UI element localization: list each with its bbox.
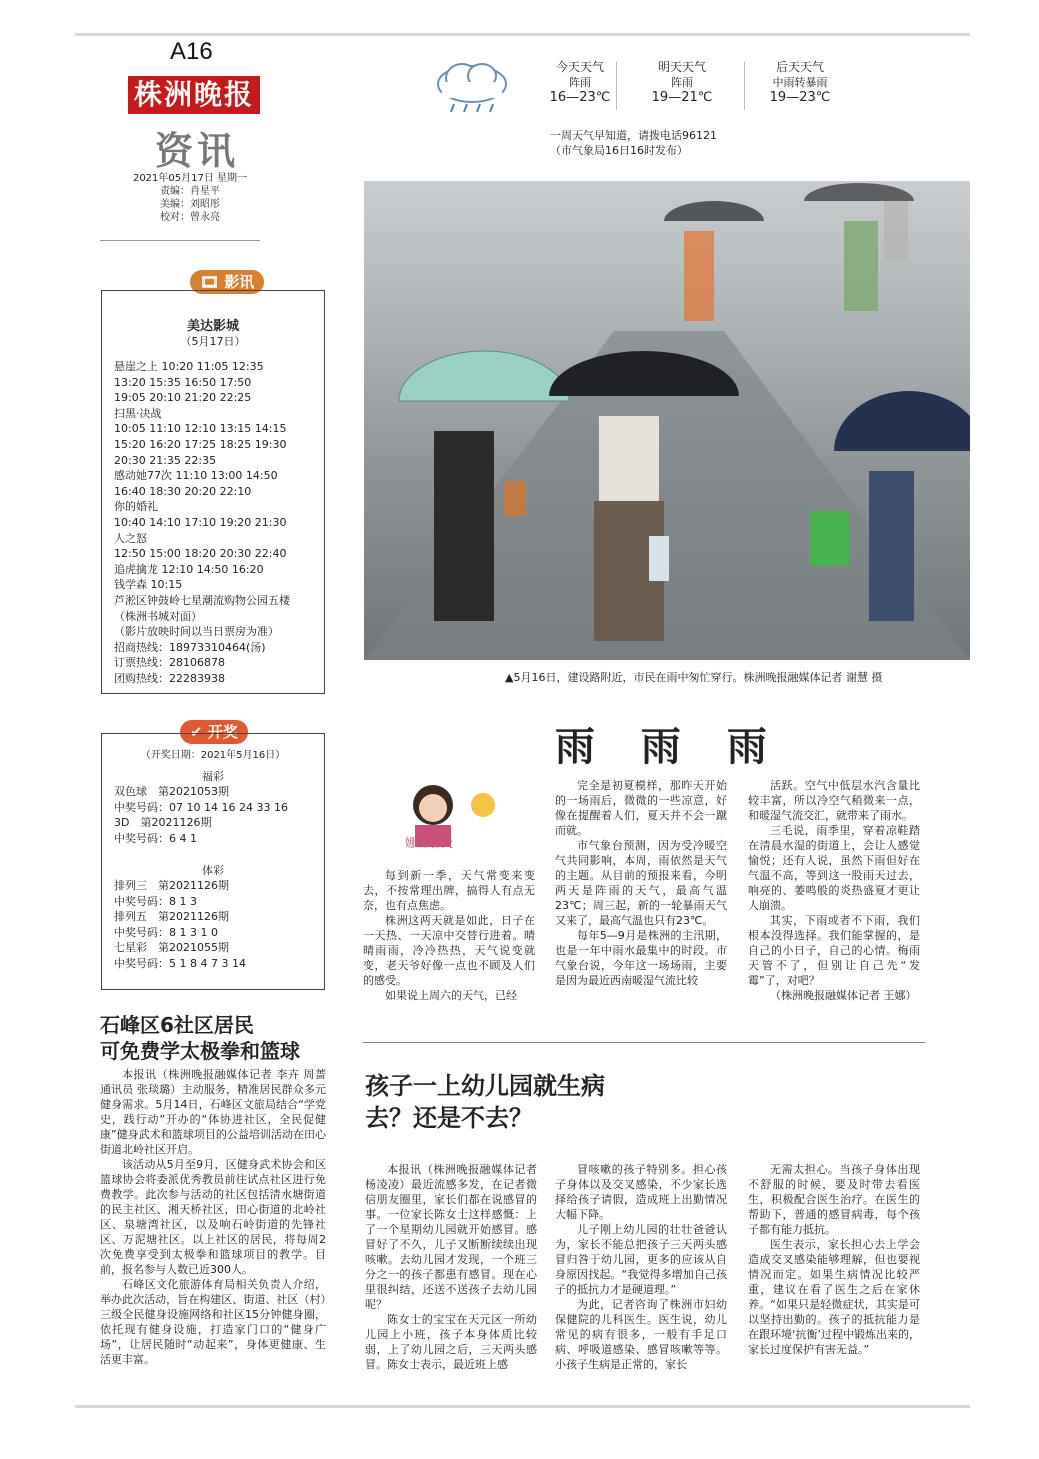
paragraph: 儿子刚上幼儿园的壮壮爸爸认为，家长不能总把孩子三天两头感冒归咎于幼儿园，更多的应该从自身原因找起。“我觉得多增加自己孩子的抵抗力才是硬道理。” xyxy=(555,1223,727,1296)
page-meta xyxy=(125,172,255,224)
weather-today-label: 今天天气 xyxy=(555,60,604,74)
movie-date: （5月17日） xyxy=(180,335,246,348)
paragraph: （株洲晚报融媒体记者 王娜） xyxy=(770,989,917,1002)
page-number: A16 xyxy=(170,38,213,65)
kids-headline-line1: 孩子一上幼儿园就生病 xyxy=(365,1072,605,1100)
movie-line: 19:05 20:10 21:20 22:25 xyxy=(114,391,252,405)
photo-caption: ▲5月16日，建设路附近，市民在雨中匆忙穿行。株洲晚报融媒体记者 谢慧 摄 xyxy=(505,671,883,684)
ticai-results xyxy=(114,878,246,972)
editor: 责编：肖星平 xyxy=(160,186,220,197)
paragraph: 本报讯（株洲晚报融媒体记者 杨凌凌）最近流感多发，在记者微信朋友圈里，家长们都在说感冒的事。一位家长陈女士这样感慨：上了一个星期幼儿园就开始感冒。感冒好了不久，儿子又断断续续出现咳嗽。去幼儿园才发现，一个班三分之一的孩子都患有感冒。现在心里很纠结，还送不送孩子去幼儿园呢？ xyxy=(365,1163,537,1311)
weather-dayafter-cond: 中雨转暴雨 xyxy=(772,76,828,89)
paragraph: 无需太担心。当孩子身体出现不舒服的时候，要及时带去看医生，积极配合医生治疗。在医生的帮助下，普通的感冒病毒，每个孩子都有能力抵抗。 xyxy=(748,1163,920,1236)
article-divider xyxy=(363,1042,925,1043)
column-avatar xyxy=(395,775,500,855)
movie-line: 你的婚礼 xyxy=(114,500,158,514)
lottery-box xyxy=(101,733,325,990)
lottery-date: （开奖日期：2021年5月16日） xyxy=(140,750,286,761)
ticai-line: 七星彩 第2021055期 xyxy=(114,941,229,955)
weather-hotline: 一周天气早知道，请拨电话96121 xyxy=(550,129,717,142)
ticai-line: 中奖号码：8 1 3 1 0 xyxy=(114,925,218,939)
movie-line: 人之怒 xyxy=(114,531,147,545)
kids-column-2 xyxy=(555,1162,727,1372)
movie-line: 13:20 15:35 16:50 17:50 xyxy=(114,375,252,389)
ticai-line: 排列三 第2021126期 xyxy=(114,879,229,892)
weather-tomorrow xyxy=(632,60,732,105)
sports-headline xyxy=(100,1012,300,1064)
movie-line: （株洲书城对面） xyxy=(114,609,202,623)
cinema-name: 美达影城 xyxy=(186,319,239,334)
weather-tomorrow-label: 明天天气 xyxy=(657,60,706,74)
movie-line: 12:50 15:00 18:20 20:30 22:40 xyxy=(114,547,287,561)
paragraph: 市气象台预测，因为受冷暖空气共同影响，本周，雨依然是天气的主题。从目前的预报来看，今明两天是阵雨的天气，最高气温23℃；周三起，新的一轮暴雨天气又来了，最高气温也只有23℃。 xyxy=(555,839,727,927)
paragraph: 石峰区文化旅游体育局相关负责人介绍，举办此次活动，旨在构建区、街道、社区（村）三级全民健身设施网络和社区15分钟健身圈，依托现有健身设施，打造家门口的“健身广场”，让居民随时“动起来”，身体更健康、生活更丰富。 xyxy=(100,1278,326,1366)
fucai-line: 双色球 第2021053期 xyxy=(114,785,229,798)
meta-rule xyxy=(100,240,260,241)
paragraph: 医生表示，家长担心去上学会造成交叉感染能够理解，但也要视情况而定。如果生病情况比较严重，建议在看了医生之后在家休养。“如果只是轻微症状，其实是可以坚持出勤的。孩子的抵抗能力是在跟环境‘抗衡’过程中锻炼出来的，家长过度保护有害无益。” xyxy=(748,1238,920,1356)
rain-column-1 xyxy=(363,868,535,1003)
weather-dayafter-label: 后天天气 xyxy=(775,60,824,74)
designer: 美编：刘昭彤 xyxy=(160,199,220,210)
proofreader: 校对：曾永亮 xyxy=(160,212,220,223)
fucai-results xyxy=(114,784,288,846)
paragraph: 本报讯（株洲晚报融媒体记者 李卉 周蔷 通讯员 张琰璐）主动服务，精准居民群众多元健身需求。5月14日，石峰区文旅局结合“学党史，践行动”开办的“体协进社区，全民促健康”健身武术和篮球项目的公益培训活动在田心街道北岭社区开启。 xyxy=(100,1068,326,1156)
movie-line: 追虎擒龙 12:10 14:50 16:20 xyxy=(114,562,264,576)
sports-body xyxy=(100,1067,326,1367)
movie-line: 10:05 11:10 12:10 13:15 14:15 xyxy=(114,422,287,436)
weather-dayafter-temp: 19—23℃ xyxy=(769,90,831,105)
movie-line: （影片放映时间以当日票房为准） xyxy=(114,625,279,639)
column-logo: 娜妹聊天 xyxy=(405,836,454,850)
movie-box xyxy=(101,290,325,694)
movie-line: 悬崖之上 10:20 11:05 12:35 xyxy=(114,360,264,373)
movie-line: 团购热线：22283938 xyxy=(114,671,225,685)
kids-headline-line2: 去？还是不去？ xyxy=(365,1104,533,1132)
movie-line: 感动她77次 11:10 13:00 14:50 xyxy=(114,469,278,483)
paragraph: 陈女士的宝宝在天元区一所幼儿园上小班，孩子本身体质比较弱，上了幼儿园之后，三天两头感冒。陈女士表示，最近班上感 xyxy=(365,1313,537,1371)
lottery-badge-label: 开奖 xyxy=(207,723,238,741)
weather-separator xyxy=(744,62,745,110)
weather-separator xyxy=(616,62,617,110)
paragraph: 如果说上周六的天气，已经 xyxy=(385,989,517,1002)
movie-line: 20:30 21:35 22:35 xyxy=(114,453,217,467)
paragraph: 为此，记者咨询了株洲市妇幼保健院的儿科医生。医生说，幼儿常见的病有很多，一般有手足口病、呼吸道感染、感冒咳嗽等等。小孩子生病是正常的，家长 xyxy=(555,1298,727,1371)
ticai-line: 中奖号码：8 1 3 xyxy=(114,894,197,908)
kids-column-3 xyxy=(748,1162,920,1357)
movie-schedule xyxy=(114,359,290,686)
fucai-title: 福彩 xyxy=(202,770,224,783)
rain-column-2 xyxy=(555,778,727,988)
ticai-line: 中奖号码：5 1 8 4 7 3 14 xyxy=(114,956,246,970)
photo-rain-street xyxy=(364,181,970,660)
weather-today-temp: 16—23℃ xyxy=(549,90,611,105)
check-icon: ✔ xyxy=(190,723,208,741)
movie-line: 招商热线：18973310464(汤) xyxy=(114,640,266,654)
paragraph: 株洲这两天就是如此，日子在一天热、一天凉中交替行进着。晴晴雨雨，冷冷热热，天气说变就变，老天爷好像一点也不顾及人们的感受。 xyxy=(363,914,535,987)
film-reel-icon: 🎞 xyxy=(200,273,225,291)
movie-line: 扫黑·决战 xyxy=(114,406,162,420)
rain-column-3 xyxy=(748,778,920,1003)
fucai-line: 中奖号码：6 4 1 xyxy=(114,831,197,845)
paragraph: 该活动从5月至9月，区健身武术协会和区篮球协会将委派优秀教员前往试点社区进行免费教学。此次参与活动的社区包括清水塘街道的民主社区、湘天桥社区，田心街道的北岭社区、泉塘湾社区，以及响石岭街道的先锋社区、万泥塘社区。以上社区的居民，将每周2次免费享受到太极拳和篮球项目的教学。目前，报名参与人数已近300人。 xyxy=(100,1158,326,1276)
paragraph: 其实，下雨或者不下雨，我们根本没得选择。我们能掌握的，是自己的小日子，自己的心情。梅雨天管不了，但别让自己先“发霉”了，对吧？ xyxy=(748,914,920,987)
weather-source: （市气象局16日16时发布） xyxy=(550,144,688,157)
fucai-line: 3D 第2021126期 xyxy=(114,816,212,830)
newspaper-logo: 株洲晚报 xyxy=(128,76,260,114)
paragraph: 每到新一季，天气常变来变去，不按常理出牌，搞得人有点无奈，也有点焦虑。 xyxy=(363,869,535,912)
paragraph: 每年5—9月是株洲的主汛期，也是一年中雨水最集中的时段。市气象台说，今年这一场场雨，主要是因为最近西南暖湿气流比较 xyxy=(555,929,727,987)
ticai-title: 体彩 xyxy=(202,864,224,877)
movie-line: 钱学森 10:15 xyxy=(114,578,183,592)
paragraph: 完全是初夏模样，那昨天开始的一场雨后，微微的一些凉意，好像在提醒着人们，夏天并不会一蹴而就。 xyxy=(555,779,727,837)
rain-cloud-icon xyxy=(432,56,510,116)
sports-headline-line2: 可免费学太极拳和篮球 xyxy=(100,1039,300,1063)
rain-headline: 雨 雨 雨 xyxy=(555,723,783,770)
paragraph: 三毛说，雨季里，穿着凉鞋踏在清晨水湿的街道上，会让人感觉愉悦；还有人说，虽然下雨但好在气温不高，等到这一股雨天过去，响亮的、萎鸣般的炎热盛夏才更让人崩溃。 xyxy=(748,824,920,912)
ticai-line: 排列五 第2021126期 xyxy=(114,910,229,924)
movie-line: 订票热线：28106878 xyxy=(114,656,225,670)
issue-date: 2021年05月17日 星期一 xyxy=(132,173,248,184)
movie-badge-label: 影讯 xyxy=(224,273,255,291)
weather-note xyxy=(550,128,717,158)
weather-today-cond: 阵雨 xyxy=(569,76,591,89)
weather-tomorrow-temp: 19—21℃ xyxy=(651,90,713,105)
movie-line: 芦淞区钟鼓岭七星潮流购物公园五楼 xyxy=(114,593,290,607)
bottom-rule xyxy=(75,1405,970,1408)
section-title: 资讯 xyxy=(155,128,240,173)
weather-dayafter xyxy=(750,60,850,105)
kids-column-1 xyxy=(365,1162,537,1372)
paragraph: 冒咳嗽的孩子特别多。担心孩子身体以及交叉感染，不少家长选择给孩子请假，造成班上出勤情况大幅下降。 xyxy=(555,1163,727,1221)
news-photo xyxy=(364,181,970,660)
kids-headline xyxy=(365,1070,605,1134)
weather-today xyxy=(530,60,630,105)
sports-headline-line1: 石峰区6社区居民 xyxy=(100,1013,254,1037)
weather-tomorrow-cond: 阵雨 xyxy=(671,76,693,89)
movie-line: 16:40 18:30 20:20 22:10 xyxy=(114,484,252,498)
top-rule xyxy=(75,33,970,36)
paragraph: 活跃。空气中低层水汽含量比较丰富，所以冷空气稍微来一点，和暖湿气流交汇，就带来了雨水。 xyxy=(748,779,920,822)
fucai-line: 中奖号码：07 10 14 16 24 33 16 xyxy=(114,800,288,814)
movie-line: 10:40 14:10 17:10 19:20 21:30 xyxy=(114,515,287,529)
movie-line: 15:20 16:20 17:25 18:25 19:30 xyxy=(114,437,287,451)
